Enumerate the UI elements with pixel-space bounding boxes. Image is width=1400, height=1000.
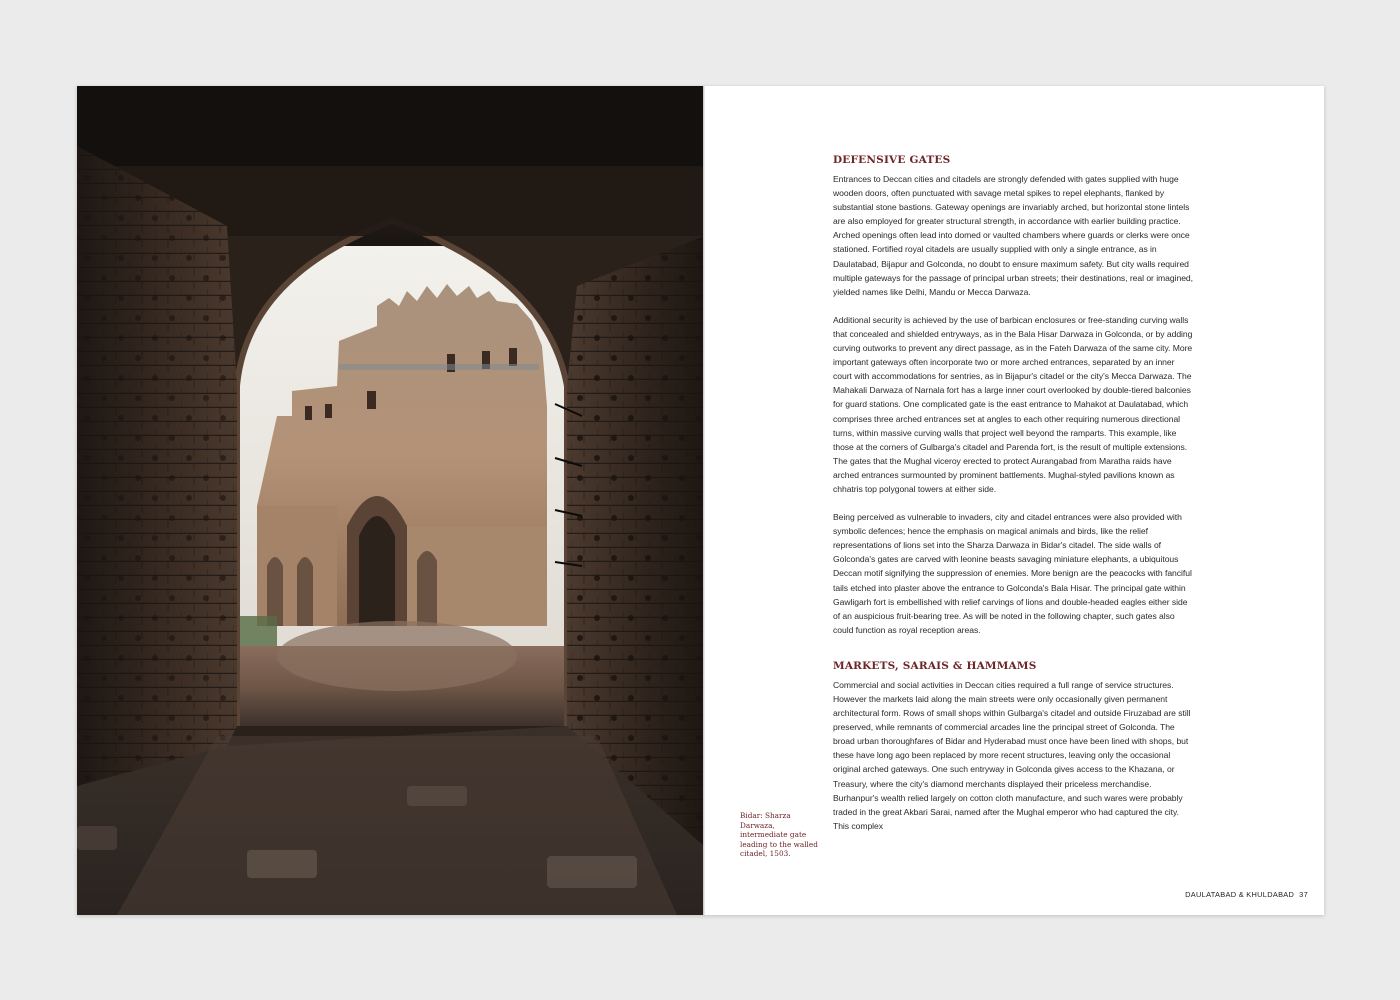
paragraph: Commercial and social activities in Deccan cities required a full range of service structures. However the markets laid along the main streets were only occasionally given permanent architectural form. Rows of small shops within Gulbarga's citadel and outside Firuzabad are still preserved, while remnants of commercial arcades line the principal street of Golconda. The broad urban thoroughfares of Bidar and Hyderabad must once have been lined with shops, but these have long ago been replaced by more recent structures, leaving only the occasional original arched gateways. One such entryway in Golconda gives access to the Khazana, or Treasury, where the city's diamond merchants displayed their priceless merchandise. Burhanpur's wealth relied largely on cotton cloth manufacture, and such wares were probably traded in the great Akbari Sarai, named after the Mughal emperor who had captured the city. This complex: [833, 679, 1191, 831]
right-page: [705, 86, 1324, 915]
paragraph: Entrances to Deccan cities and citadels are strongly defended with gates supplied with huge wooden doors, often punctuated with savage metal spikes to repel elephants, flanked by substantial stone bastions. Gateway openings are invariably arched, but horizontal stone lintels are also employed for greater structural strength, in accordance with earlier building practice. Arched openings often lead into domed or vaulted chambers where guards or clerks were once stationed. Fortified royal citadels are usually supplied with only a single entrance, as in Daulatabad, Bijapur and Golconda, no doubt to ensure maximum safety. But city walls required multiple gateways for the passage of principal urban streets; their destinations, real or imagined, yielded names like Delhi, Mandu or Mecca Darwaza.: [833, 174, 1194, 297]
book-spread: [77, 86, 1324, 915]
running-footer: [1185, 890, 1308, 899]
body-text-column: [833, 154, 1195, 833]
section-heading-markets: MARKETS, SARAIS & HAMMAMS: [833, 659, 1037, 672]
gateway-photo: [77, 86, 704, 915]
paragraph: Being perceived as vulnerable to invaders, city and citadel entrances were also provided with symbolic defences; hence the emphasis on magical animals and birds, like the relief representations of lions set into the Sharza Darwaza in Bidar's citadel. The side walls of Golconda's gates are carved with leonine beasts savaging miniature elephants, a ubiquitous Deccan motif signifying the suppression of enemies. More benign are the peacocks with fanciful tails etched into plaster above the entrance to Golconda's Bala Hisar. The principal gate within Gawligarh fort is embellished with relief carvings of lions and double-headed eagles either side of an auspicious fruit-bearing tree. As will be noted in the following chapter, such gates also could function as royal reception areas.: [833, 512, 1192, 635]
running-head: DAULATABAD & KHULDABAD: [1185, 890, 1295, 899]
paragraph: Additional security is achieved by the use of barbican enclosures or free-standing curving walls that concealed and shielded entryways, as in the Bala Hisar Darwaza in Golconda, or by adding curving outworks to prevent any direct passage, as in the Fateh Darwaza of the same city. More important gateways often incorporate two or more arched entrances, separated by an inner court with accommodations for sentries, as in Bijapur's citadel or the city's Mecca Darwaza. The Mahakali Darwaza of Narnala fort has a large inner court overlooked by double-tiered balconies for guard stations. One complicated gate is the east entrance to Mahakot at Daulatabad, which comprises three arched entrances set at angles to each other requiring numerous directional turns, within massive curving walls that project well beyond the ramparts. This example, like those at the corners of Gulbarga's citadel and Parenda fort, is the result of multiple extensions. The gates that the Mughal viceroy erected to protect Aurangabad from Maratha raids have arched entrances surmounted by prominent battlements. Mughal-styled pavilions known as chhatris top polygonal towers at either side.: [833, 314, 1193, 494]
photo-caption: Bidar: Sharza Darwaza, intermediate gate leading to the walled citadel, 1503.: [740, 811, 818, 859]
section-heading-defensive-gates: DEFENSIVE GATES: [833, 154, 951, 166]
left-page-photo: [77, 86, 704, 915]
page-number: 37: [1299, 890, 1308, 899]
